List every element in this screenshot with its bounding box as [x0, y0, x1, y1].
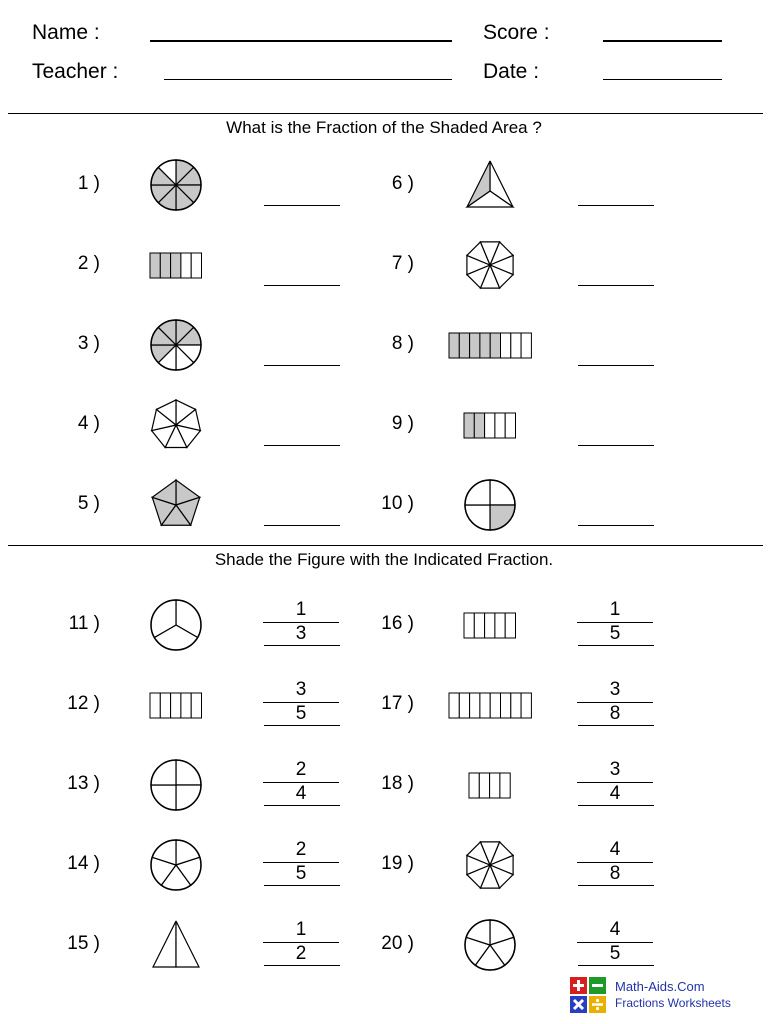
problem-number: 8 ) — [391, 333, 414, 354]
answer-blank[interactable] — [264, 525, 340, 526]
shape-section — [511, 693, 521, 718]
answer-line — [578, 725, 654, 726]
fraction-figure — [463, 238, 517, 297]
shape-section — [171, 693, 181, 718]
numerator: 4 — [609, 839, 621, 860]
fraction-figure[interactable] — [463, 612, 517, 644]
target-fraction — [577, 600, 653, 644]
answer-line — [264, 645, 340, 646]
answer-line — [578, 965, 654, 966]
denominator: 5 — [295, 863, 307, 884]
shape-section — [490, 773, 500, 798]
answer-line — [264, 885, 340, 886]
shape-section — [485, 613, 495, 638]
target-fraction — [263, 920, 339, 964]
shape-section — [480, 333, 490, 358]
footer-brand — [615, 978, 731, 1012]
fraction-figure — [149, 252, 203, 284]
fraction-figure — [149, 318, 203, 377]
problem-number: 15 ) — [67, 933, 100, 954]
fraction-figure[interactable] — [149, 692, 203, 724]
shape-section — [500, 333, 510, 358]
answer-line — [578, 885, 654, 886]
section-title: Shade the Figure with the Indicated Fraction. — [214, 550, 554, 569]
problem-number: 18 ) — [381, 773, 414, 794]
denominator: 8 — [609, 863, 621, 884]
answer-blank[interactable] — [578, 365, 654, 366]
section-title: What is the Fraction of the Shaded Area ? — [226, 118, 542, 137]
problem-number: 4 ) — [77, 413, 100, 434]
problem-number: 2 ) — [77, 253, 100, 274]
shape-section — [469, 693, 479, 718]
problem-number: 6 ) — [391, 173, 414, 194]
problem-number: 1 ) — [77, 173, 100, 194]
shape-section — [161, 693, 171, 718]
shape-section — [511, 333, 521, 358]
shape-section — [475, 413, 485, 438]
teacher-field[interactable] — [164, 79, 452, 80]
numerator: 3 — [609, 759, 621, 780]
shape-section — [181, 693, 191, 718]
problem-number: 5 ) — [77, 493, 100, 514]
answer-blank[interactable] — [264, 205, 340, 206]
fraction-figure[interactable] — [468, 772, 511, 804]
target-fraction — [263, 840, 339, 884]
shape-section — [500, 773, 510, 798]
answer-blank[interactable] — [264, 365, 340, 366]
score-field[interactable] — [603, 40, 722, 42]
shape-section — [150, 693, 160, 718]
answer-line — [264, 725, 340, 726]
numerator: 1 — [295, 599, 307, 620]
shape-section — [153, 921, 176, 967]
fraction-figure[interactable] — [149, 758, 203, 817]
fraction-figure — [463, 158, 517, 217]
problem-number: 19 ) — [381, 853, 414, 874]
shape-section — [480, 693, 490, 718]
divider — [8, 545, 763, 546]
shape-section — [490, 333, 500, 358]
date-field[interactable] — [603, 79, 722, 80]
target-fraction — [577, 920, 653, 964]
problem-number: 9 ) — [391, 413, 414, 434]
name-field[interactable] — [150, 40, 452, 42]
numerator: 1 — [609, 599, 621, 620]
answer-blank[interactable] — [578, 525, 654, 526]
denominator: 2 — [295, 943, 307, 964]
date-label: Date : — [483, 60, 540, 83]
answer-blank[interactable] — [578, 285, 654, 286]
shape-section — [495, 413, 505, 438]
shape-section — [505, 613, 515, 638]
numerator: 2 — [295, 759, 307, 780]
fraction-figure[interactable] — [463, 838, 517, 897]
answer-blank[interactable] — [578, 205, 654, 206]
fraction-figure — [463, 412, 517, 444]
denominator: 8 — [609, 703, 621, 724]
score-label: Score : — [483, 21, 550, 44]
fraction-figure[interactable] — [149, 598, 203, 657]
denominator: 5 — [609, 943, 621, 964]
fraction-figure[interactable] — [149, 838, 203, 897]
fraction-figure[interactable] — [463, 918, 517, 977]
numerator: 3 — [609, 679, 621, 700]
brand-subtitle: Fractions Worksheets — [615, 996, 731, 1010]
shape-section — [171, 253, 181, 278]
fraction-figure[interactable] — [448, 692, 532, 724]
problem-number: 17 ) — [381, 693, 414, 714]
answer-line — [578, 805, 654, 806]
teacher-label: Teacher : — [32, 60, 119, 83]
problem-number: 11 ) — [68, 613, 100, 634]
answer-line — [578, 645, 654, 646]
shape-section — [464, 613, 474, 638]
problem-number: 20 ) — [381, 933, 414, 954]
problem-number: 7 ) — [391, 253, 414, 274]
shape-section — [459, 693, 469, 718]
fraction-figure — [149, 398, 203, 457]
answer-line — [264, 805, 340, 806]
answer-blank[interactable] — [264, 285, 340, 286]
numerator: 4 — [609, 919, 621, 940]
problem-number: 16 ) — [381, 613, 414, 634]
shape-section — [475, 613, 485, 638]
shape-section — [495, 613, 505, 638]
shape-section — [181, 253, 191, 278]
brand-name: Math-Aids.Com — [615, 979, 705, 994]
answer-blank[interactable] — [578, 445, 654, 446]
answer-blank[interactable] — [264, 445, 340, 446]
target-fraction — [263, 760, 339, 804]
shape-section — [485, 413, 495, 438]
shape-section — [500, 693, 510, 718]
math-aids-logo — [569, 976, 609, 1021]
shape-section — [449, 693, 459, 718]
shape-section — [521, 693, 531, 718]
fraction-figure — [149, 158, 203, 217]
denominator: 4 — [295, 783, 307, 804]
numerator: 3 — [295, 679, 307, 700]
shape-section — [469, 333, 479, 358]
target-fraction — [263, 680, 339, 724]
name-label: Name : — [32, 21, 100, 44]
numerator: 1 — [295, 919, 307, 940]
shape-section — [464, 413, 474, 438]
problem-number: 13 ) — [67, 773, 100, 794]
answer-line — [264, 965, 340, 966]
problem-number: 10 ) — [381, 493, 414, 514]
denominator: 5 — [609, 623, 621, 644]
target-fraction — [577, 680, 653, 724]
shape-section — [469, 773, 479, 798]
shape-section — [490, 693, 500, 718]
fraction-figure — [448, 332, 532, 364]
shape-section — [191, 253, 201, 278]
fraction-figure[interactable] — [149, 918, 203, 977]
problem-number: 14 ) — [67, 853, 100, 874]
shape-section — [521, 333, 531, 358]
fraction-figure — [149, 478, 203, 537]
shape-section — [191, 693, 201, 718]
denominator: 3 — [295, 623, 307, 644]
shape-section — [505, 413, 515, 438]
divider — [8, 113, 763, 114]
numerator: 2 — [295, 839, 307, 860]
shape-section — [176, 921, 199, 967]
shape-section — [480, 773, 490, 798]
shape-section — [459, 333, 469, 358]
shape-section — [449, 333, 459, 358]
target-fraction — [263, 600, 339, 644]
problem-number: 3 ) — [77, 333, 100, 354]
target-fraction — [577, 760, 653, 804]
shape-section — [150, 253, 160, 278]
problem-number: 12 ) — [67, 693, 100, 714]
denominator: 4 — [609, 783, 621, 804]
shape-section — [161, 253, 171, 278]
target-fraction — [577, 840, 653, 884]
fraction-figure — [463, 478, 517, 537]
denominator: 5 — [295, 703, 307, 724]
